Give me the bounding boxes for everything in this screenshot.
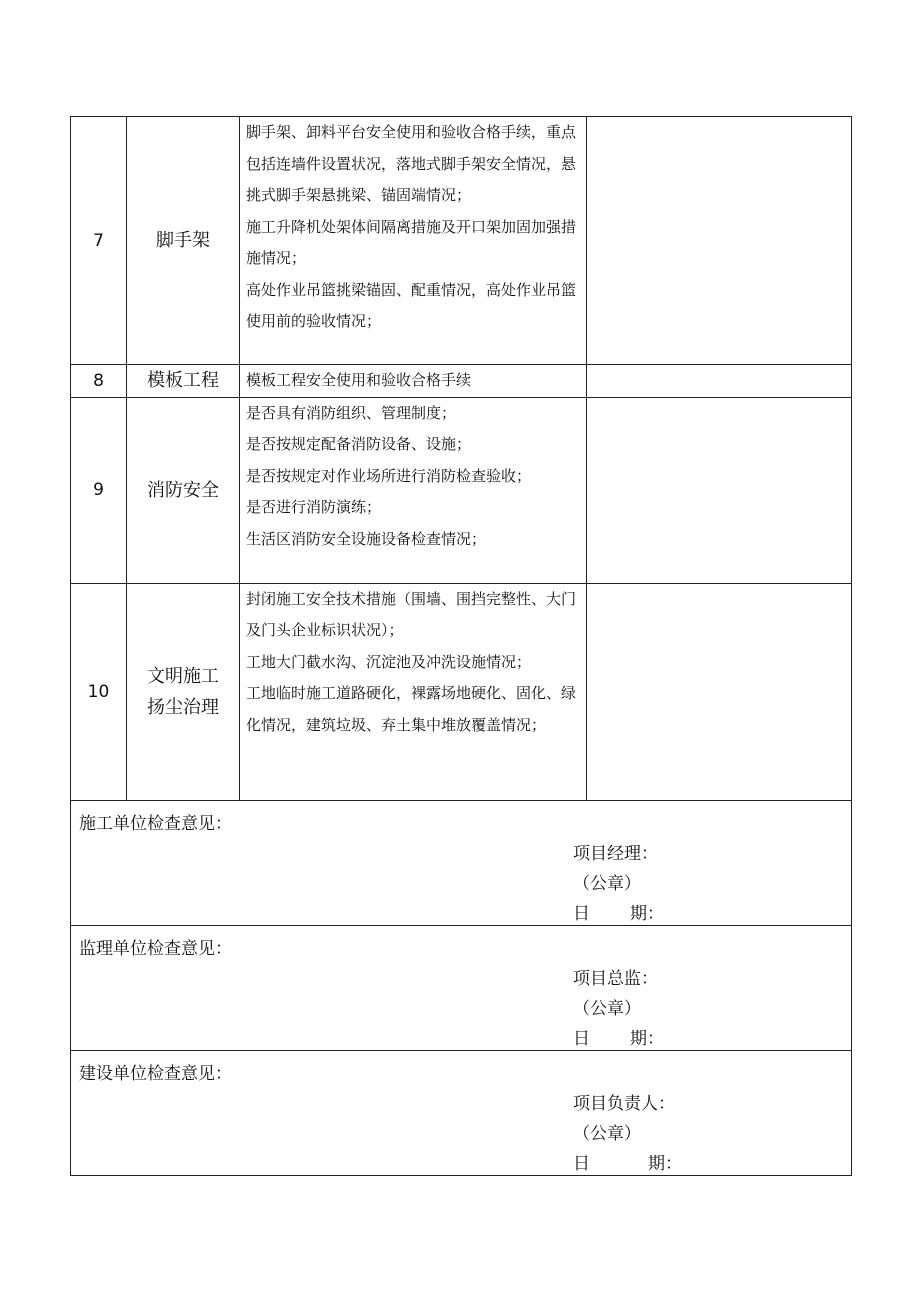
date-label-a: 日 [573, 1153, 590, 1174]
signoff-title: 施工单位检查意见： [79, 813, 232, 834]
content-line: 施工升降机处架体间隔离措施及开口架加固加强措施情况； [246, 217, 577, 267]
inspection-table [70, 116, 852, 1176]
date-label-b: 期： [630, 903, 664, 924]
signoff-cell[interactable] [71, 1050, 852, 1175]
signoff-role: 项目负责人： [573, 1093, 675, 1114]
table-row [71, 365, 852, 398]
signoff-title: 建设单位检查意见： [79, 1063, 232, 1084]
row-content [240, 365, 587, 398]
item-label: 文明施工 [147, 665, 219, 687]
content-line: 工地临时施工道路硬化，裸露场地硬化、固化、绿化情况，建筑垃圾、弃土集中堆放覆盖情况； [246, 684, 577, 734]
content-line: 生活区消防安全设施设备检查情况； [246, 529, 487, 548]
content-line: 高处作业吊篮挑梁锚固、配重情况，高处作业吊篮使用前的验收情况； [246, 280, 577, 330]
signoff-cell[interactable] [71, 800, 852, 925]
signoff-seal: （公章） [573, 873, 641, 894]
date-label-b: 期： [648, 1153, 682, 1174]
inspection-form [70, 116, 851, 1176]
table-row [71, 397, 852, 583]
date-label-a: 日 [573, 903, 590, 924]
signoff-role: 项目总监： [573, 968, 658, 989]
content-line: 工地大门截水沟、沉淀池及冲洗设施情况； [246, 652, 532, 671]
signoff-row-construction [71, 800, 852, 925]
signoff-seal: （公章） [573, 1123, 641, 1144]
signoff-date [573, 1024, 664, 1054]
table-row [71, 117, 852, 365]
row-content [240, 117, 587, 365]
item-label: 模板工程 [147, 370, 219, 392]
row-item [127, 117, 240, 365]
content-line: 是否按规定配备消防设备、设施； [246, 435, 472, 453]
item-label: 消防安全 [147, 479, 219, 501]
signoff-row-supervision [71, 925, 852, 1050]
row-content [240, 583, 587, 800]
item-label: 脚手架 [156, 230, 210, 251]
row-item [127, 583, 240, 800]
content-line: 封闭施工安全技术措施（围墙、围挡完整性、大门及门头企业标识状况）； [246, 589, 577, 639]
item-label: 扬尘治理 [147, 696, 219, 718]
signoff-fields [573, 1089, 682, 1179]
row-result-cell[interactable] [587, 117, 852, 365]
row-number: 8 [71, 365, 127, 398]
signoff-fields [573, 839, 664, 929]
date-label-a: 日 [573, 1028, 590, 1049]
content-line: 是否按规定对作业场所进行消防检查验收； [246, 466, 532, 485]
row-result-cell[interactable] [587, 397, 852, 583]
signoff-title: 监理单位检查意见： [79, 938, 232, 959]
content-line: 模板工程安全使用和验收合格手续 [246, 371, 472, 389]
row-result-cell[interactable] [587, 583, 852, 800]
signoff-date [573, 1149, 682, 1179]
signoff-seal: （公章） [573, 998, 641, 1019]
row-number: 7 [71, 117, 127, 365]
content-line: 是否具有消防组织、管理制度； [246, 403, 457, 422]
row-result-cell[interactable] [587, 365, 852, 398]
row-number: 10 [71, 583, 127, 800]
row-content [240, 397, 587, 583]
signoff-date [573, 899, 664, 929]
row-item [127, 397, 240, 583]
row-item [127, 365, 240, 398]
signoff-role: 项目经理： [573, 843, 658, 864]
signoff-fields [573, 964, 664, 1054]
table-row [71, 583, 852, 800]
date-label-b: 期： [630, 1028, 664, 1049]
signoff-row-owner [71, 1050, 852, 1175]
content-line: 脚手架、卸料平台安全使用和验收合格手续，重点包括连墙件设置状况，落地式脚手架安全情况，悬挑式脚手架悬挑梁、锚固端情况； [246, 123, 577, 204]
signoff-cell[interactable] [71, 925, 852, 1050]
row-number: 9 [71, 397, 127, 583]
content-line: 是否进行消防演练； [246, 498, 382, 516]
